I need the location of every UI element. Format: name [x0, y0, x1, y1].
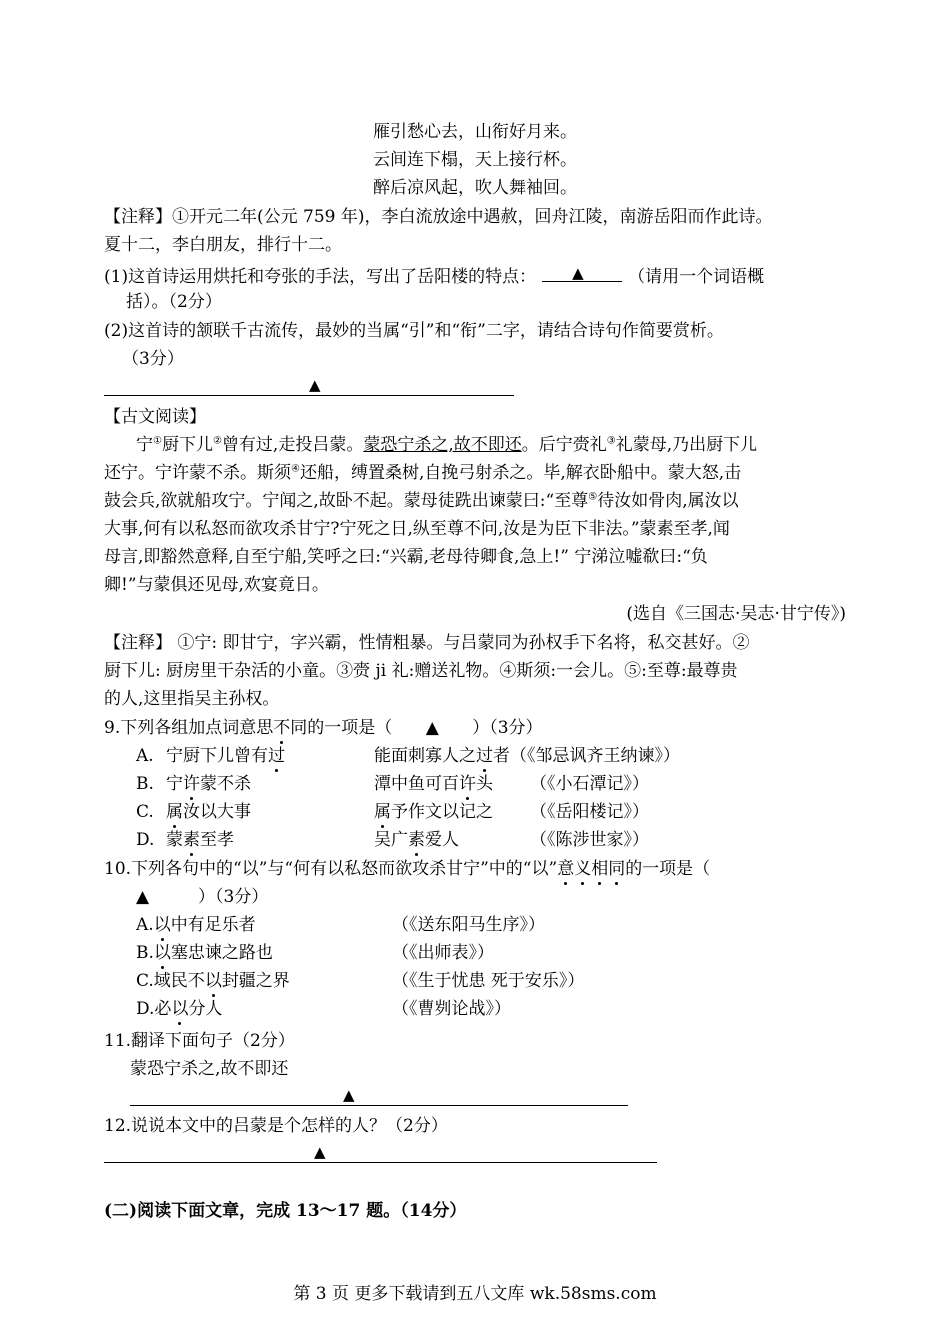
note-ref: ⑤ — [588, 491, 598, 503]
question-9-text: 同的一项是（ — [290, 718, 393, 738]
option-text: 爱人 — [425, 830, 459, 850]
option-label: D.必 — [136, 999, 172, 1019]
q9-option-c-right — [374, 801, 493, 823]
q10-option-c-source: （《生于忧患 死于安乐》） — [392, 971, 585, 991]
section-title-classical: 【古文阅读】 — [104, 407, 206, 427]
passage-text: 还宁。宁许蒙不杀。斯须 — [104, 463, 291, 483]
page-footer: 第 3 页 更多下载请到五八文库 wk.58sms.com — [293, 1284, 657, 1304]
poem-note-line-2: 夏十二，李白朋友，排行十二。 — [104, 235, 342, 255]
answer-blank-q1[interactable] — [542, 263, 622, 282]
answer-line-q2[interactable] — [104, 395, 514, 396]
answer-triangle-q11: ▲ — [343, 1086, 355, 1104]
answer-triangle-q9[interactable]: ▲ — [425, 718, 439, 738]
passage-line-4: 大事,何有以私怒而欲攻杀甘宁?宁死之日,纵至尊不问,汝是为臣下非法。”蒙素至孝,闻 — [104, 519, 730, 539]
option-text: 封疆之界 — [221, 971, 290, 991]
q9-option-b-source: （《小石潭记》） — [530, 774, 649, 794]
answer-line-q12[interactable] — [104, 1162, 657, 1163]
option-text: 蒙 — [166, 830, 183, 850]
answer-triangle-q2: ▲ — [309, 376, 321, 394]
passage-line-1 — [136, 434, 757, 456]
q10-option-d-source: （《曹刿论战》） — [392, 999, 511, 1019]
option-text: 蒙不杀 — [200, 774, 251, 794]
q9-option-d-source: （《陈涉世家》） — [530, 830, 649, 850]
q9-option-a-right — [374, 745, 680, 767]
poem-line-2: 云间连下榻，天上接行杯。 — [373, 150, 577, 170]
q10-option-c[interactable] — [136, 970, 290, 992]
option-label: C.域民不 — [136, 971, 205, 991]
question-2-cont: （3分） — [122, 349, 184, 369]
poem-line-3: 醉后凉风起，吹人舞袖回。 — [373, 178, 577, 198]
passage-text: 。后宁赍礼 — [521, 435, 607, 455]
dotted-char: 以 — [153, 943, 171, 963]
q9-option-d-right — [374, 829, 459, 851]
passage-line-6: 卿!”与蒙俱还见母,欢宴竟日。 — [104, 575, 329, 595]
question-9-score: ）（3分） — [472, 718, 543, 738]
option-text: 宁厨下儿曾有 — [166, 746, 268, 766]
question-10 — [104, 858, 710, 880]
q9-option-c-source: （《岳阳楼记》） — [530, 802, 649, 822]
answer-triangle-q1: ▲ — [572, 264, 584, 282]
q9-option-d-left — [166, 829, 234, 851]
option-text: 中有足乐者 — [170, 915, 256, 935]
option-text: 分人 — [188, 999, 223, 1019]
q10-option-b[interactable] — [136, 942, 273, 964]
option-text: 予作文以记之 — [391, 802, 493, 822]
option-text: 头 — [476, 774, 493, 794]
passage-text: 还船，缚置桑树,自挽弓射杀之。毕,解衣卧船中。蒙大怒,击 — [299, 463, 742, 483]
passage-text: 礼蒙母,乃出厨下儿 — [615, 435, 758, 455]
passage-note-line-2: 厨下儿: 厨房里干杂活的小童。③赍 ji 礼:赠送礼物。④斯须:一会儿。⑤:至尊:最尊贵 — [104, 661, 738, 681]
option-text: 吴广 — [374, 830, 408, 850]
option-text: 汝以大事 — [183, 802, 251, 822]
dotted-char: 以 — [153, 915, 171, 935]
question-11: 11.翻译下面句子（2分） — [104, 1031, 295, 1051]
dotted-char: 同 — [608, 859, 626, 879]
dotted-char: 意 — [557, 859, 575, 879]
passage-line-5: 母言,即豁然意释,自至宁船,笑呼之曰:“兴霸,老母待卿食,急上!” 宁涕泣嘘欷曰:“负 — [104, 547, 708, 567]
question-9-text: 9.下列各组加点词意思 — [104, 718, 274, 738]
passage-text: 曾有过,走投吕蒙。 — [221, 435, 364, 455]
option-label: B. — [136, 943, 154, 963]
question-1-cont: 括）。（2分） — [126, 292, 222, 312]
q9-option-a-label[interactable]: A. — [136, 746, 154, 766]
question-10-text: 10.下列各句中的“以”与“何有以私怒而欲攻杀甘宁”中的“以” — [104, 859, 558, 879]
q9-option-b-right — [374, 773, 493, 795]
dotted-char: 以 — [204, 971, 222, 991]
q9-option-c-label[interactable]: C. — [136, 802, 154, 822]
question-1-text: (1)这首诗运用烘托和夸张的手法，写出了岳阳楼的特点： — [104, 267, 537, 287]
q10-option-a-source: （《送东阳马生序》） — [392, 915, 545, 935]
question-1-hint: （请用一个词语概 — [628, 267, 765, 287]
option-text: 者（《邹忌讽齐王纳谏》） — [493, 746, 680, 766]
question-9 — [104, 717, 543, 739]
dotted-char: 素 — [408, 830, 425, 850]
q9-option-b-label[interactable]: B. — [136, 774, 154, 794]
option-text: 塞忠谏之路也 — [170, 943, 273, 963]
q9-option-c-left — [166, 801, 251, 823]
passage-note-line-1: 【注释】 ①宁: 即甘宁，字兴霸，性情粗暴。与吕蒙同为孙权手下名将，私交甚好。② — [104, 633, 750, 653]
passage-line-2 — [104, 462, 741, 484]
option-text: 能面刺寡人之 — [374, 746, 476, 766]
q9-option-a-left — [166, 745, 285, 767]
passage-note-line-3: 的人,这里指吴主孙权。 — [104, 689, 280, 709]
answer-triangle-q12: ▲ — [314, 1143, 326, 1161]
q10-option-d[interactable] — [136, 998, 222, 1020]
note-ref: ③ — [606, 435, 616, 447]
q10-option-b-source: （《出师表》） — [392, 943, 494, 963]
dotted-char: 以 — [171, 999, 189, 1019]
question-10-score: ）（3分） — [198, 887, 269, 907]
dotted-char: 义 — [574, 859, 592, 879]
answer-line-q11[interactable] — [130, 1105, 628, 1106]
question-10-cont — [136, 886, 268, 908]
passage-text: 宁 — [136, 435, 153, 455]
underlined-sentence: 蒙恐宁杀之,故不即还 — [363, 435, 522, 455]
note-ref: ② — [212, 435, 222, 447]
q9-option-b-left — [166, 773, 251, 795]
question-1 — [104, 263, 764, 288]
dotted-char: 许 — [459, 774, 476, 794]
dotted-char: 属 — [166, 802, 183, 822]
note-ref: ① — [153, 435, 162, 447]
option-text: 至孝 — [200, 830, 234, 850]
q9-option-d-label[interactable]: D. — [136, 830, 155, 850]
note-ref: ④ — [291, 463, 300, 475]
dotted-char: 相 — [591, 859, 609, 879]
part-2-heading: (二)阅读下面文章，完成 13～17 题。（14分） — [104, 1201, 467, 1221]
passage-line-3 — [104, 490, 739, 512]
question-11-sentence: 蒙恐宁杀之,故不即还 — [130, 1059, 289, 1079]
answer-triangle-q10[interactable]: ▲ — [136, 887, 150, 907]
dotted-char: 过 — [476, 746, 493, 766]
option-text: 潭中鱼可百 — [374, 774, 459, 794]
question-12: 12.说说本文中的吕蒙是个怎样的人？（2分） — [104, 1116, 448, 1136]
question-10-text: 的一项是（ — [625, 859, 711, 879]
dotted-char: 不 — [273, 718, 291, 738]
q10-option-a[interactable] — [136, 914, 256, 936]
option-label: A. — [136, 915, 154, 935]
option-text: 宁 — [166, 774, 183, 794]
poem-line-1: 雁引愁心去，山衔好月来。 — [373, 122, 577, 142]
passage-text: 鼓会兵,欲就船攻宁。宁闻之,故卧不起。蒙母徒跣出谏蒙曰:“至尊 — [104, 491, 589, 511]
passage-source: (选自《三国志·吴志·甘宁传》) — [626, 604, 846, 624]
question-2: (2)这首诗的颔联千古流传，最妙的当属“引”和“衔”二字，请结合诗句作简要赏析。 — [104, 321, 724, 341]
dotted-char: 许 — [183, 774, 200, 794]
poem-note-line-1: 【注释】①开元二年(公元 759 年)，李白流放途中遇赦，回舟江陵，南游岳阳而作此诗。 — [104, 207, 773, 227]
passage-text: 厨下儿 — [161, 435, 213, 455]
passage-text: 待汝如骨肉,属汝以 — [597, 491, 739, 511]
dotted-char: 属 — [374, 802, 391, 822]
dotted-char: 过 — [268, 746, 285, 766]
dotted-char: 素 — [183, 830, 200, 850]
